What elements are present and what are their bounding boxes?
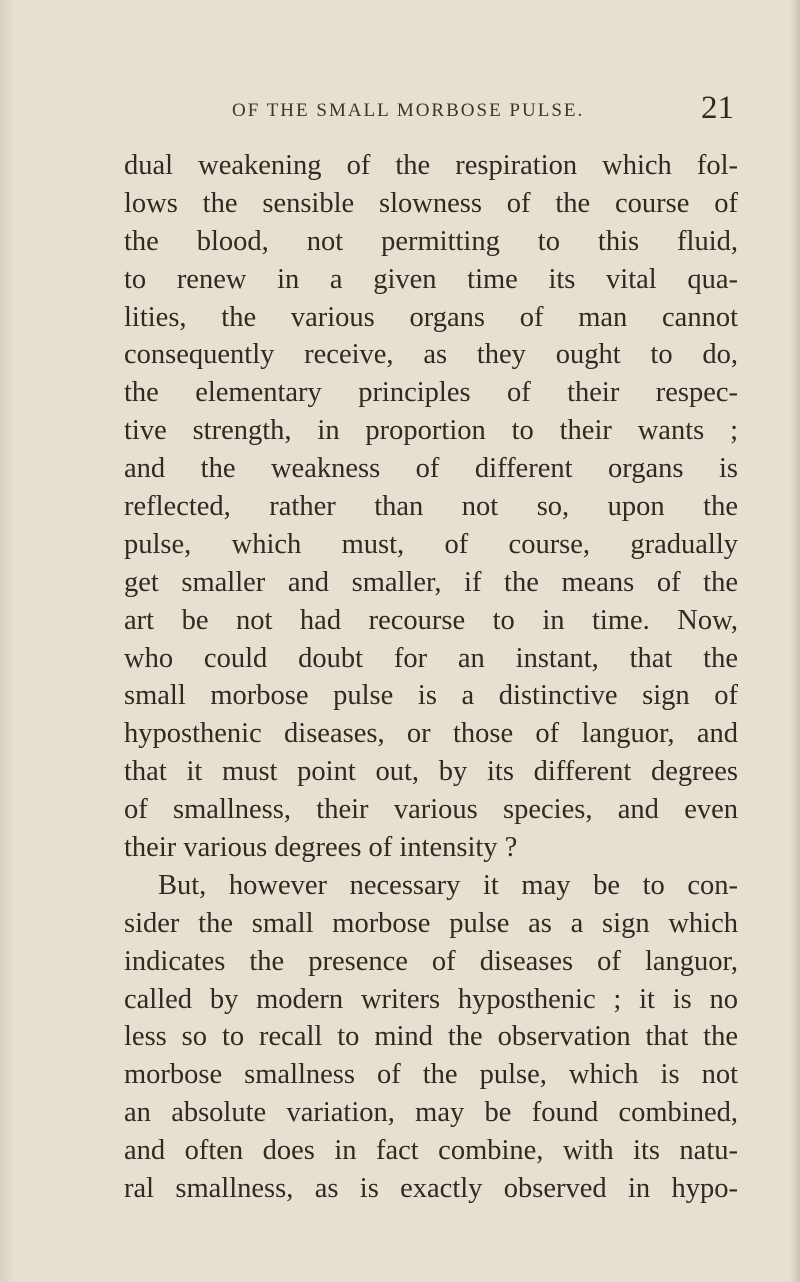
text-line: to renew in a given time its vital qua- xyxy=(124,263,738,295)
header-title: OF THE SMALL MORBOSE PULSE. xyxy=(232,100,585,121)
text-line: morbose smallness of the pulse, which is not xyxy=(124,1059,738,1091)
text-line: hyposthenic diseases, or those of languor, and xyxy=(124,718,738,750)
text-line: But, however necessary it may be to con- xyxy=(158,869,738,901)
page-right-edge xyxy=(790,0,800,1282)
text-line: an absolute variation, may be found combined, xyxy=(124,1097,738,1129)
paragraph-2 xyxy=(124,867,738,1208)
text-line: small morbose pulse is a distinctive sign of xyxy=(124,680,738,712)
text-line: and the weakness of different organs is xyxy=(124,453,738,485)
text-line: that it must point out, by its different degrees xyxy=(124,756,738,788)
text-line: the blood, not permitting to this fluid, xyxy=(124,225,738,257)
text-line: reflected, rather than not so, upon the xyxy=(124,491,738,523)
page-number: 21 xyxy=(701,90,734,126)
text-line: of smallness, their various species, and even xyxy=(124,794,738,826)
text-line: ral smallness, as is exactly observed in hypo- xyxy=(124,1173,738,1205)
text-line: called by modern writers hyposthenic ; it is no xyxy=(124,983,738,1015)
text-line: pulse, which must, of course, gradually xyxy=(124,528,738,560)
text-line: dual weakening of the respiration which fol- xyxy=(124,150,738,181)
text-line: lities, the various organs of man cannot xyxy=(124,301,738,333)
text-line: the elementary principles of their respec- xyxy=(124,377,738,409)
text-line: art be not had recourse to in time. Now, xyxy=(124,604,738,636)
page-left-edge xyxy=(0,0,14,1282)
text-line: tive strength, in proportion to their wants ; xyxy=(124,415,738,447)
text-line: get smaller and smaller, if the means of the xyxy=(124,566,738,598)
text-line: indicates the presence of diseases of languor, xyxy=(124,945,738,977)
text-line: consequently receive, as they ought to do, xyxy=(124,339,738,371)
text-line: and often does in fact combine, with its natu- xyxy=(124,1135,738,1167)
body-text xyxy=(124,147,738,1208)
paragraph-1 xyxy=(124,147,738,867)
text-line: who could doubt for an instant, that the xyxy=(124,642,738,674)
text-line: less so to recall to mind the observation that the xyxy=(124,1021,738,1053)
text-line: lows the sensible slowness of the course of xyxy=(124,187,738,219)
text-line: their various degrees of intensity ? xyxy=(124,832,518,864)
text-line: sider the small morbose pulse as a sign which xyxy=(124,907,738,939)
running-header xyxy=(120,90,740,126)
